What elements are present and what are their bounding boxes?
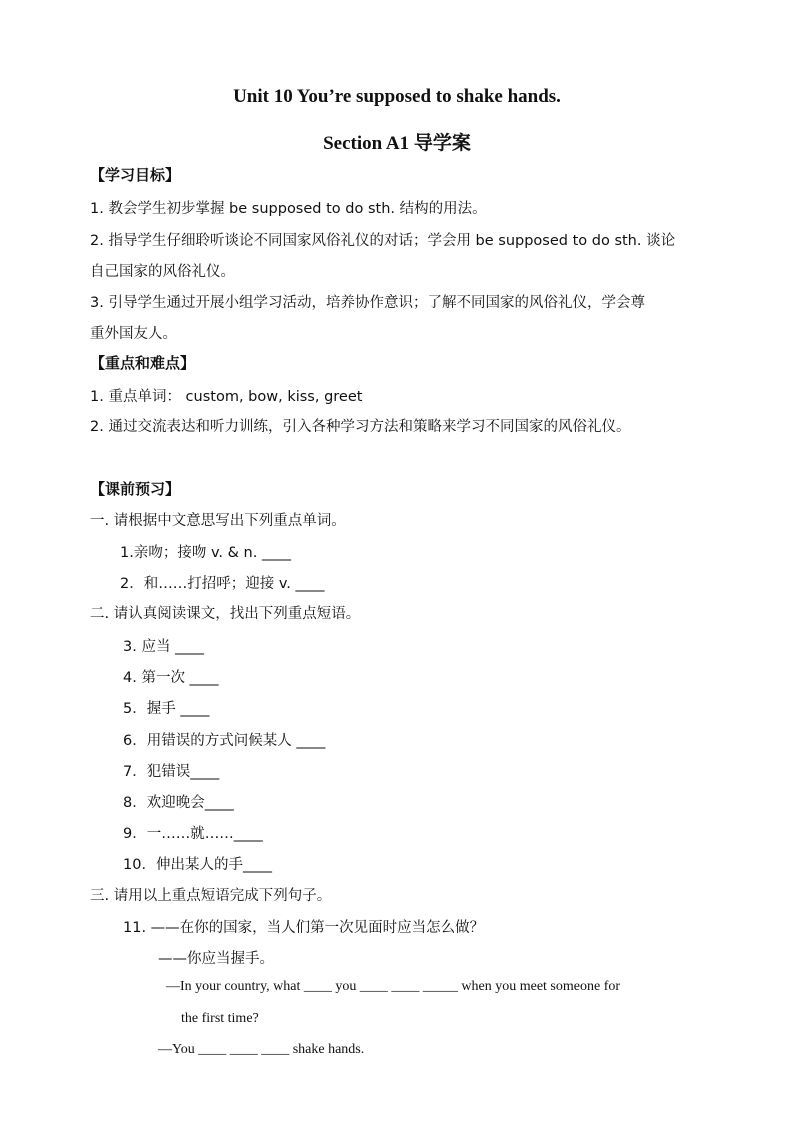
preview-heading: 【课前预习】 <box>90 480 181 498</box>
goal-item-3: 3. 引导学生通过开展小组学习活动，培养协作意识；了解不同国家的风俗礼仪，学会尊 <box>90 295 645 311</box>
question-11-en-answer: —You ____ ____ ____ shake hands. <box>158 1042 365 1057</box>
vocab-item-1: 1.亲吻；接吻 v. & n. ____ <box>120 545 291 561</box>
goal-item-3-cont: 重外国友人。 <box>90 326 177 342</box>
key-point-1: 1. 重点单词： custom, bow, kiss, greet <box>90 389 363 405</box>
section-title: Section A1 导学案 <box>323 133 471 154</box>
vocab-item-2: 2．和……打招呼；迎接 v. ____ <box>120 576 325 592</box>
phrase-item-5: 5．握手 ____ <box>123 701 210 717</box>
phrase-item-4: 4. 第一次 ____ <box>123 670 219 686</box>
key-point-2: 2. 通过交流表达和听力训练，引入各种学习方法和策略来学习不同国家的风俗礼仪。 <box>90 419 631 435</box>
phrase-item-9: 9．一……就……____ <box>123 826 263 842</box>
goal-item-2-cont: 自己国家的风俗礼仪。 <box>90 264 235 280</box>
key-points-heading: 【重点和难点】 <box>90 354 196 372</box>
part2-instruction: 二. 请认真阅读课文，找出下列重点短语。 <box>90 606 361 622</box>
goal-item-2: 2. 指导学生仔细聆听谈论不同国家风俗礼仪的对话；学会用 be supposed to do sth. 谈论 <box>90 233 676 249</box>
phrase-item-7: 7．犯错误____ <box>123 764 220 780</box>
phrase-item-3: 3. 应当 ____ <box>123 639 205 655</box>
goals-heading: 【学习目标】 <box>90 166 181 184</box>
unit-title: Unit 10 You’re supposed to shake hands. <box>233 86 561 107</box>
goal-item-1: 1. 教会学生初步掌握 be supposed to do sth. 结构的用法。 <box>90 201 487 217</box>
question-11-en-cont: the first time? <box>181 1011 259 1026</box>
question-11-cn-answer: ——你应当握手。 <box>158 951 274 967</box>
part1-instruction: 一. 请根据中文意思写出下列重点单词。 <box>90 513 346 529</box>
phrase-item-8: 8．欢迎晚会____ <box>123 795 234 811</box>
phrase-item-6: 6．用错误的方式问候某人 ____ <box>123 733 326 749</box>
question-11-en: —In your country, what ____ you ____ ____ _____ when you meet someone for <box>166 979 621 994</box>
phrase-item-10: 10．伸出某人的手____ <box>123 857 272 873</box>
question-11-cn: 11. ——在你的国家，当人们第一次见面时应当怎么做？ <box>123 920 485 936</box>
part3-instruction: 三. 请用以上重点短语完成下列句子。 <box>90 888 332 904</box>
